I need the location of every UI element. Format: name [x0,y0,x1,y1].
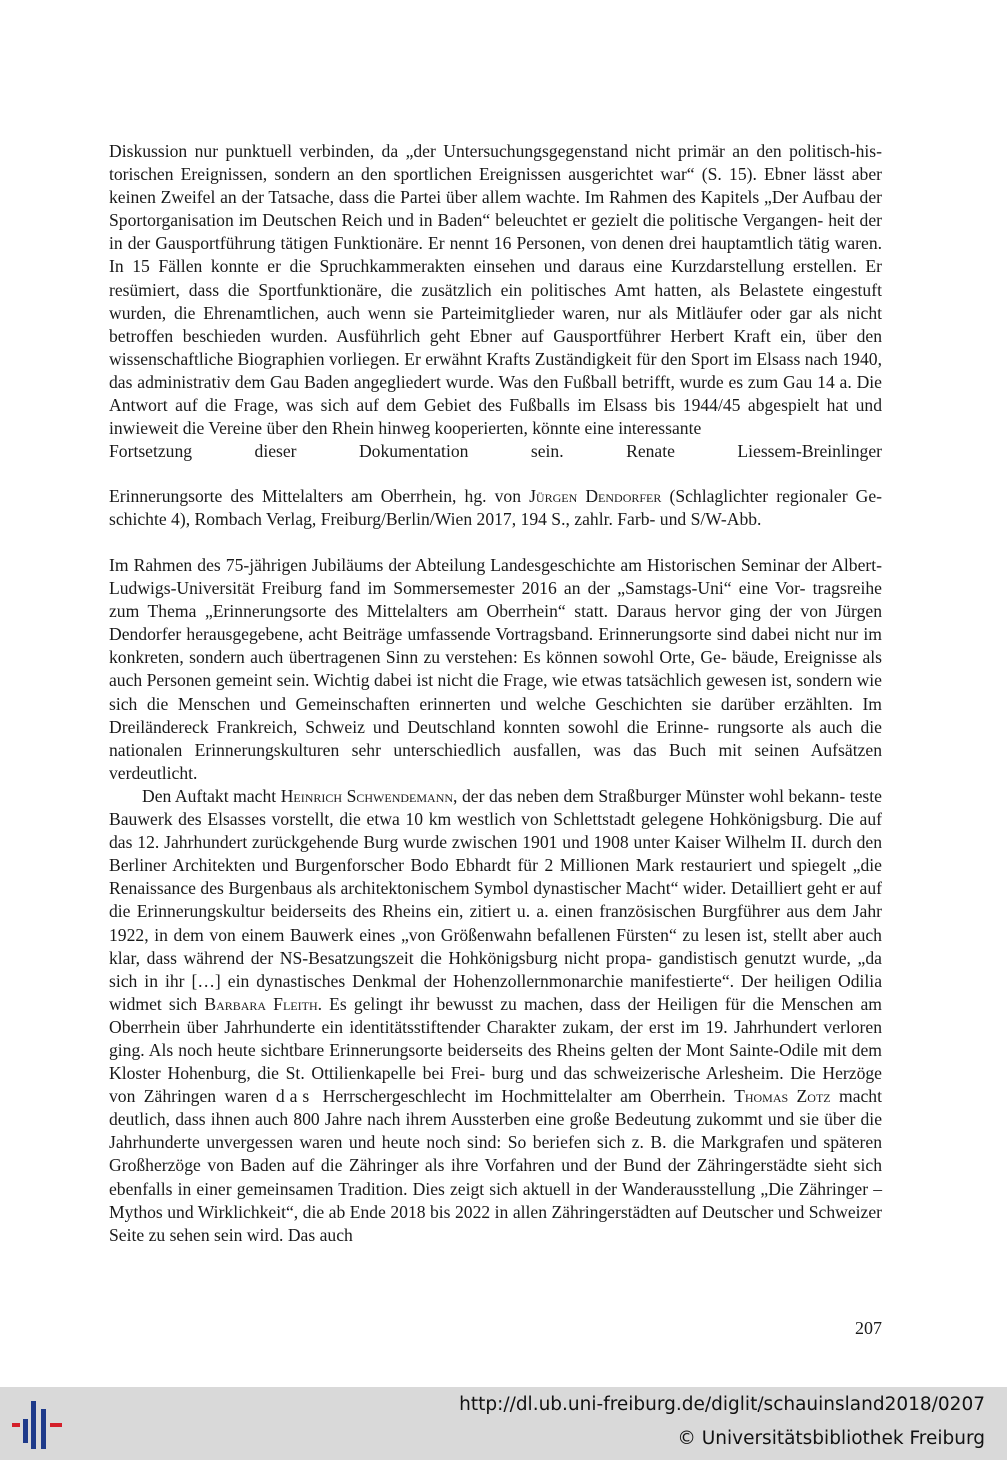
text-line: tragsreihe zum Thema „Erinnerungsorte des Mittelalters am Oberrhein“ statt. Daraus hervor ging der [109,578,882,622]
copyright-notice: © Universitätsbibliothek Freiburg [677,1428,985,1449]
text-line: burg und das schweizerische Arlesheim. Die Herzöge von Zähringen waren [109,1063,882,1107]
text-line: Elsass nach 1940, das administrativ dem Gau Baden angegliedert wurde. Was den Fußball betrifft, wurde [109,348,882,392]
text-line: Diskussion nur punktuell verbinden, da „der Untersuchungsgegenstand nicht primär an den politisch-his- [109,141,882,161]
text-line: des Rheins gelten der Mont Sainte-Odile mit dem Kloster Hohenburg, die St. Ottilienkapelle bei Frei- [109,1039,882,1084]
reviewer-name: Renate Liessem-Breinlinger [626,441,882,462]
text-line: der Sportorganisation im Deutschen Reich und in Baden“ beleuchtet er gezielt die politische Vergangen- [109,187,882,231]
text-line: bäude, Ereignisse als auch Personen gemeint sein. Wichtig dabei ist nicht die Frage, wie etwas tatsächlich [109,647,883,691]
citation-title: Erinnerungsorte des Mittelalters am Oberrhein, hg. von [109,486,530,506]
text-line: macht deutlich, dass ihnen auch 800 Jahre nach ihrem [109,1086,882,1130]
text-line: zukam, der erst im 19. Jahrhundert verloren ging. Als noch heute sichtbare Erinnerungsorte beiderseits [109,1016,883,1060]
text-line: und spiegelt „die Renaissance des Burgenbaus als architektonischem Symbol dynastischer Macht“ wider. [109,855,882,899]
footer-bar [0,1387,1007,1460]
review-1-body [109,140,882,440]
citation-text [109,485,882,531]
citation-editor: Jürgen Dendorfer [529,486,662,506]
text-line: . Es gelingt ihr bewusst zu machen, [317,993,584,1014]
emphasis-das: das [275,1086,315,1107]
text-line: eingestuft wurden, die Ehrenamtlichen, auch wenn sie Parteimitglieder waren, nur als Mitläufer oder gar [109,279,882,323]
review-2-paragraph-1 [109,554,882,785]
author-zotz: Thomas Zotz [734,1086,831,1107]
text-line: gewesen ist, sondern wie sich die Menschen und Gemeinschaften erinnerten und welche Geschichten sie [109,670,882,714]
text-line: zu lesen ist, stellt aber auch klar, dass während der NS-Besatzungszeit die Hohkönigsburg nicht propa- [109,924,882,968]
library-logo-icon [12,1401,64,1449]
review-1-closing [109,440,882,463]
text-line: heit der in der Gausportführung tätigen Funktionäre. Er nennt 16 Personen, von denen drei hauptamtlich [109,210,882,254]
text-line: im Hochmittelalter am Oberrhein. [474,1086,735,1107]
text-line: Albert-Ludwigs-Universität Freiburg fand im Sommersemester 2016 an der „Samstags-Uni“ eine Vor- [109,555,882,599]
text-line: als nicht betroffen beschieden wurden. Ausführlich geht Ebner auf Gausportführer Herbert Kraft ein, [109,302,882,346]
text-line: Dies zeigt sich aktuell in der Wanderausstellung „Die Zähringer – Mythos und Wirklichkeit“, die ab Ende [109,1178,882,1222]
review-2-paragraph-2 [109,785,882,1247]
text-line: abgespielt hat und inwieweit die Vereine über den Rhein hinweg kooperierten, könnte eine interessante [109,395,882,439]
text-line: Herrschergeschlecht [322,1086,466,1107]
text-line: darüber erzählten. Im Dreiländereck Frankreich, Schweiz und Deutschland konnten sowohl die Erinne- [109,693,882,737]
text-line: erstellen. Er resümiert, dass die Sportfunktionäre, die zusätzlich ein politisches Amt hatten, als Belastete [109,256,882,300]
text-line: Im Rahmen des 75-jährigen Jubiläums der Abteilung Landesgeschichte am Historischen Seminar der [109,555,828,575]
document-url-link[interactable]: http://dl.ub.uni-freiburg.de/diglit/schauinsland2018/0207 [459,1394,985,1415]
text-line: dass der Heiligen für die Menschen am Oberrhein über Jahrhunderte ein identitätsstiftender Charakter [109,993,882,1037]
text-line: 2018 bis 2022 in allen Zähringerstädten auf Deutscher und Schweizer Seite zu sehen sein wird. Das auch [109,1201,883,1245]
text-line: seinen Aufsätzen verdeutlicht. [109,739,882,783]
text-line: manifestierte“. Der heiligen Odilia widmet sich [109,970,883,1014]
review-1-text [109,140,882,463]
text-line: Den Auftakt macht [142,785,281,806]
citation-series: (Schlaglichter regionaler Ge- [661,486,883,506]
review-2-text [109,554,882,1247]
citation-publisher: schichte 4), Rombach Verlag, Freiburg/Berlin/Wien 2017, 194 S., zahlr. Farb- und S/W-Abb. [109,509,762,530]
text-line: Burgführer aus dem Jahr 1922, in dem von einem Bauwerk eines „von Größenwahn befallenen Fürsten“ [109,901,882,945]
text-line: über den wissenschaftliche Biographien vorliegen. Er erwähnt Krafts Zuständigkeit für den Sport im [109,325,882,369]
text-line: noch sind: So beriefen sich z. B. die Markgrafen und späteren Großherzöge von Baden auf die Zähringer [109,1132,882,1176]
book-citation [109,485,882,531]
page-number: 207 [855,1318,882,1338]
text-line: von Jürgen Dendorfer herausgegebene, acht Beiträge umfassende Vortragsband. Erinnerungsorte sind [109,601,882,645]
text-line: Die auf das 12. Jahrhundert zurückgehende Burg wurde zwischen 1901 und 1908 unter Kaiser Wilhelm [109,809,882,853]
text-line: Aussterben eine große Bedeutung zukommt und sie über die Jahrhunderte unvergessen waren und heute [109,1109,882,1153]
text-line: Detailliert geht er auf die Erinnerungskultur beiderseits des Rheins ein, zitiert u. a. einen französischen [109,878,882,922]
author-fleith: Barbara Fleith [204,993,318,1014]
text-line: II. durch den Berliner Architekten und Burgenforscher Bodo Ebhardt für 2 Millionen Mark restauriert [109,832,882,876]
text-line: , der das neben dem Straßburger Münster wohl bekann- [453,785,846,806]
text-line: als ihre Vorfahren und der Bund der Zähringerstädte sieht sich ebenfalls in einer gemeinsamen Tradition. [109,1155,883,1199]
text-line: dabei nicht nur im konkreten, sondern auch übertragenen Sinn zu verstehen: Es können sowohl Orte, Ge- [109,624,882,668]
author-schwendemann: Heinrich Schwendemann [280,785,454,806]
text-line: Fortsetzung dieser Dokumentation sein. [109,441,564,462]
text-line: keinen Zweifel an der Tatsache, dass die Partei über allem wachte. Im Rahmen des Kapitels „Der Aufbau [109,187,855,208]
text-line: rungsorte als auch die nationalen Erinnerungskulturen sehr unterschiedlich ausfallen, was das Buch mit [109,716,882,760]
text-line: gandistisch genutzt wurde, „da sich in ihr […] ein dynastisches Denkmal der Hohenzollernmonarchie [109,947,882,991]
text-line: torischen Ereignissen, sondern an den sportlichen Ereignissen ausgerichtet war“ (S. 15). Ebner lässt aber [109,164,882,185]
text-line: tätig waren. In 15 Fällen konnte er die Spruchkammerakten einsehen und daraus eine Kurzdarstellung [109,233,883,277]
text-line: es zum Gau 14 a. Die Antwort auf die Frage, was sich auf dem Gebiet des Fußballs im Elsass bis 1944/45 [109,371,882,416]
text-line: teste Bauwerk des Elsasses vorstellt, die etwa 10 km westlich von Schlettstadt gelegene Hohkönigsburg. [109,785,882,830]
